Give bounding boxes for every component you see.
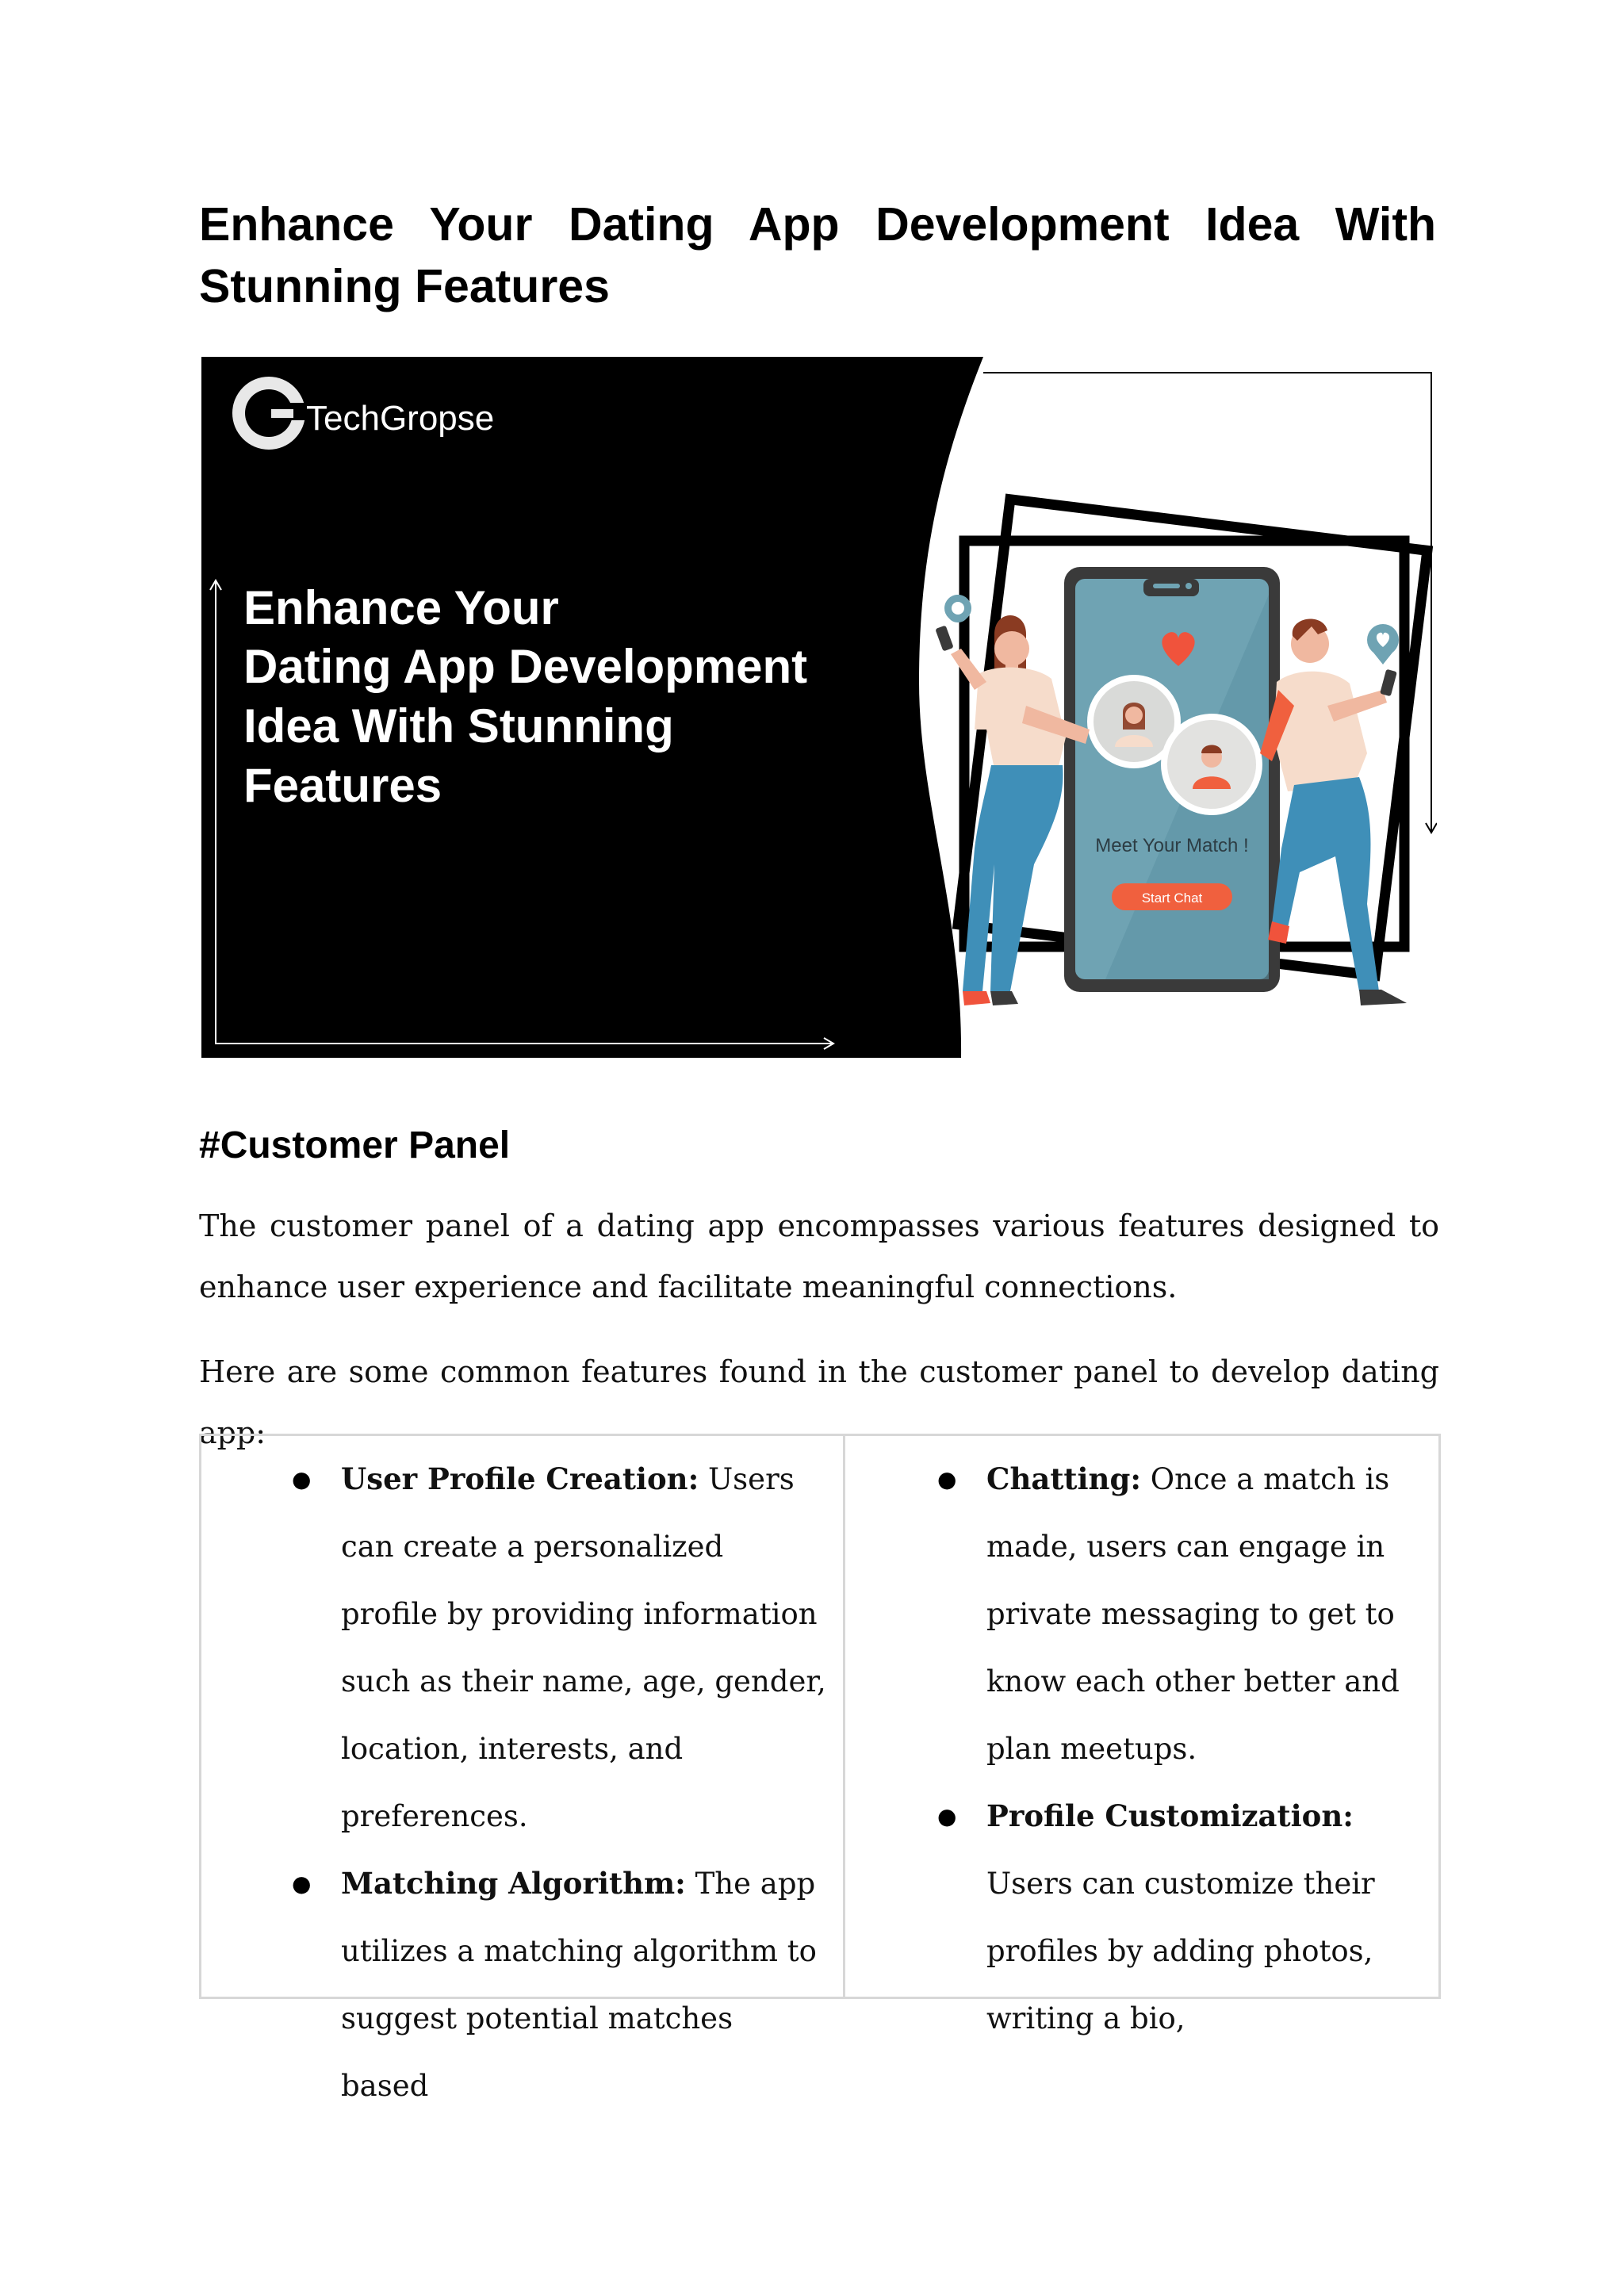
features-column-left xyxy=(201,1436,845,2103)
feature-term: Chatting: xyxy=(986,1461,1141,1496)
brand-name: TechGropse xyxy=(306,399,495,438)
banner-heading-line: Dating App Development xyxy=(243,640,808,693)
bullet-icon: ● xyxy=(937,1803,957,1829)
features-list-right xyxy=(937,1446,1431,2052)
banner-heading-line: Idea With Stunning xyxy=(243,699,674,753)
feature-term: Matching Algorithm: xyxy=(341,1866,686,1901)
match-avatar xyxy=(1164,717,1259,812)
feature-description: Users can create a personalized profile by providing information such as their name, age, gender, location, interests, and preferences. xyxy=(341,1462,826,1833)
banner-heading-line: Enhance Your xyxy=(243,581,559,634)
feature-description: Once a match is made, users can engage in private messaging to get to know each other better and plan meetups. xyxy=(986,1462,1400,1766)
bullet-icon: ● xyxy=(292,1466,312,1492)
phone-match-text: Meet Your Match ! xyxy=(1095,835,1249,856)
feature-item-profile-customization xyxy=(937,1783,1431,2052)
features-table xyxy=(199,1434,1441,2103)
bullet-icon: ● xyxy=(937,1466,957,1492)
location-pin-icon xyxy=(1367,624,1399,664)
page-title: Enhance Your Dating App Development Idea With Stunning Features xyxy=(199,198,1436,312)
banner-heading-line: Features xyxy=(243,759,442,812)
hero-banner xyxy=(201,357,1437,1058)
feature-term: User Profile Creation: xyxy=(341,1461,699,1496)
section-heading: #Customer Panel xyxy=(199,1124,511,1166)
start-chat-label: Start Chat xyxy=(1141,890,1203,906)
feature-item-user-profile-creation xyxy=(292,1446,827,1850)
intro-paragraph: The customer panel of a dating app encompasses various features designed to enhance user experience and facilitate meaningful connections. xyxy=(199,1208,1439,1304)
feature-description: Users can customize their profiles by adding photos, writing a bio, xyxy=(986,1867,1375,2035)
feature-description: The app utilizes a matching algorithm to suggest potential matches based xyxy=(341,1867,817,2103)
feature-item-chatting xyxy=(937,1446,1431,1783)
features-list-left xyxy=(292,1446,827,2120)
feature-term: Profile Customization: xyxy=(986,1798,1354,1833)
feature-item-matching-algorithm xyxy=(292,1850,827,2120)
list-intro-paragraph: Here are some common features found in the customer panel to develop dating app: xyxy=(199,1354,1439,1450)
bullet-icon: ● xyxy=(292,1871,312,1897)
features-column-right xyxy=(845,1436,1438,2035)
